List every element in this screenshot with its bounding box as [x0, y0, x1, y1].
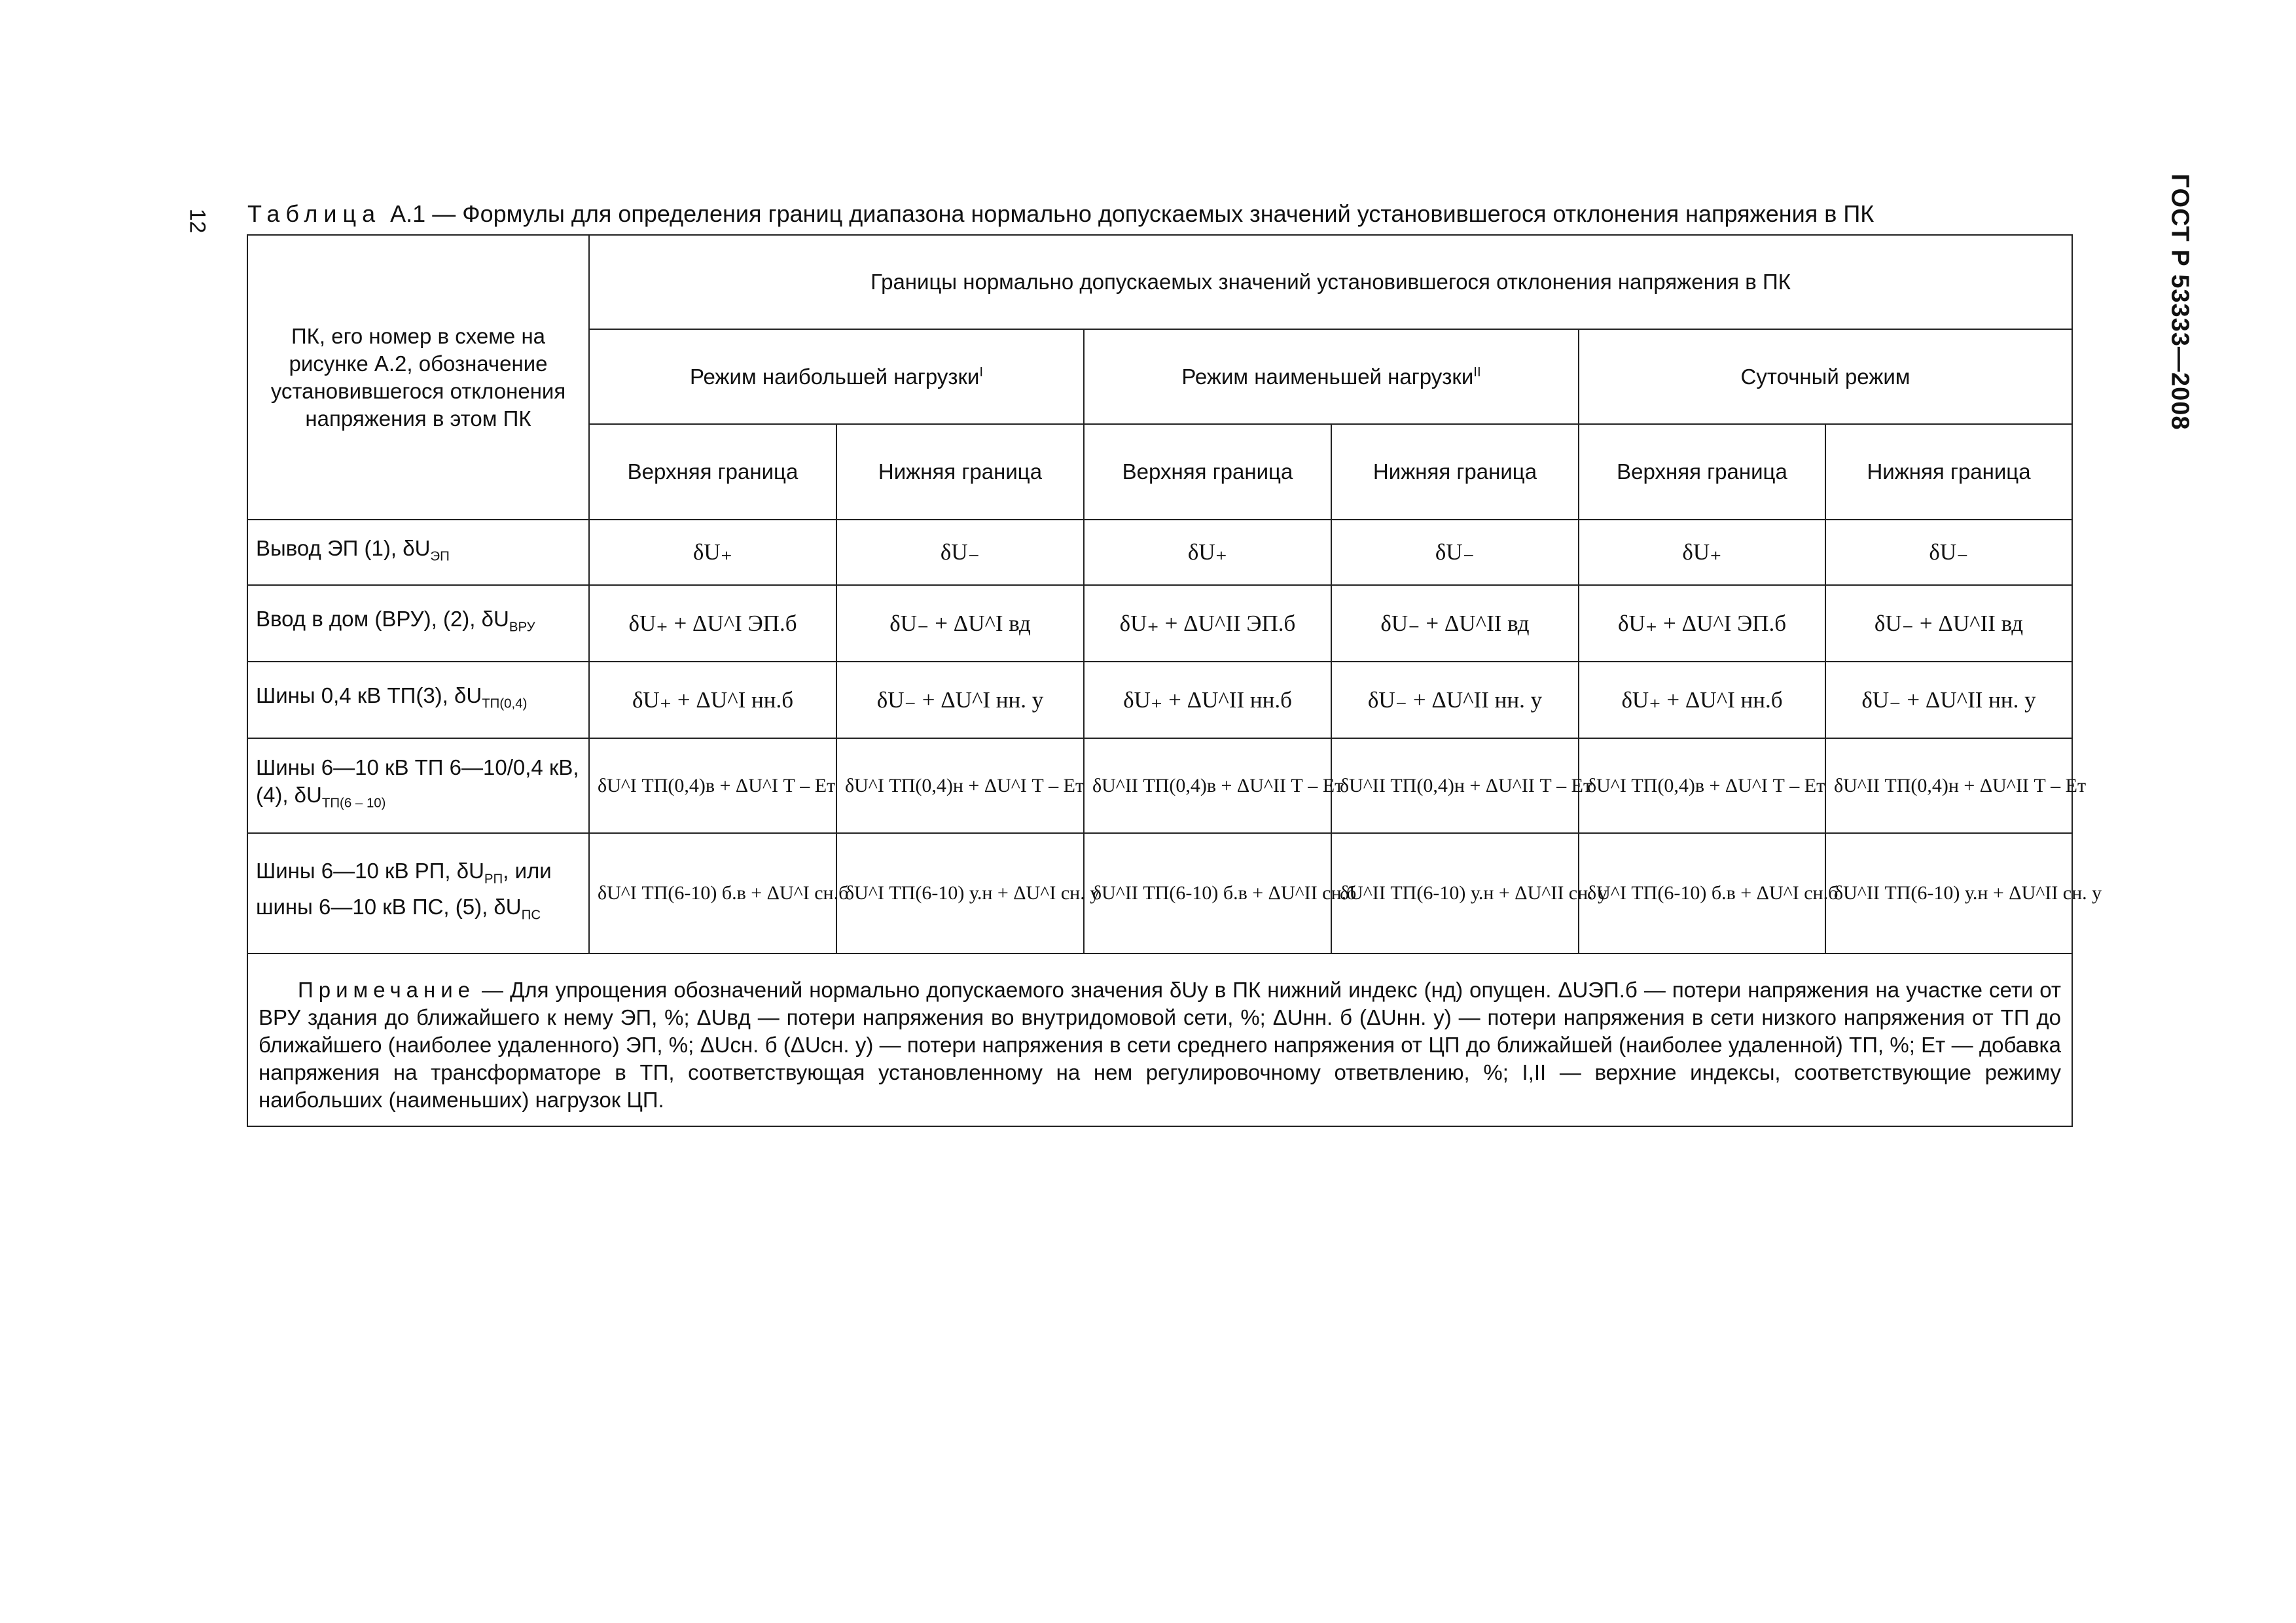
header-lower: Нижняя граница [1331, 424, 1579, 520]
formula-cell: δU₋ + ΔU^II вд [1331, 585, 1579, 662]
formula-cell: δU^II ТП(0,4)н + ΔU^II Т – Eт [1825, 738, 2072, 833]
row-label: Шины 6—10 кВ РП, $\delta U_{РП}$, или шины 6—10 кВ ПС, (5), $\delta U_{ПС}$ [247, 833, 589, 954]
header-mode-min: Режим наименьшей нагрузки$^{II}$ [1084, 329, 1579, 424]
formula-cell: δU₊ + ΔU^I нн.б [1579, 662, 1825, 738]
formula-cell: δU^II ТП(6-10) у.н + ΔU^II сн. у [1331, 833, 1579, 954]
header-row-label: ПК, его номер в схеме на рисунке А.2, обозначение установившегося отклонения напряжения в этом ПК [247, 235, 589, 520]
header-upper: Верхняя граница [1084, 424, 1331, 520]
formula-cell: δU₋ + ΔU^II нн. у [1825, 662, 2072, 738]
formula-cell: δU^II ТП(0,4)н + ΔU^II Т – Eт [1331, 738, 1579, 833]
formula-cell: δU^II ТП(6-10) б.в + ΔU^II сн.б [1084, 833, 1331, 954]
formula-cell: δU^I ТП(6-10) б.в + ΔU^I сн.б [589, 833, 836, 954]
formula-cell: δU^II ТП(6-10) у.н + ΔU^II сн. у [1825, 833, 2072, 954]
formula-cell: δU₋ + ΔU^I нн. у [836, 662, 1084, 738]
table-title-word: Таблица [247, 200, 382, 227]
table-title-text: А.1 — Формулы для определения границ диапазона нормально допускаемых значений установившегося отклонения напряжения в ПК [390, 200, 1874, 227]
formula-cell: δU₋ [1331, 520, 1579, 585]
formula-cell: δU₊ [1084, 520, 1331, 585]
formula-cell: δU₊ + ΔU^II ЭП.б [1084, 585, 1331, 662]
formula-cell: δU₊ + ΔU^II нн.б [1084, 662, 1331, 738]
formula-cell: δU₋ + ΔU^II вд [1825, 585, 2072, 662]
formula-cell: δU^I ТП(6-10) у.н + ΔU^I сн. у [836, 833, 1084, 954]
formula-cell: δU^I ТП(0,4)в + ΔU^I Т – Eт [1579, 738, 1825, 833]
formula-cell: δU₋ [1825, 520, 2072, 585]
formula-cell: δU₊ [1579, 520, 1825, 585]
formula-cell: δU₋ [836, 520, 1084, 585]
formula-cell: δU₋ + ΔU^II нн. у [1331, 662, 1579, 738]
row-label: Вывод ЭП (1), $\delta U_{ЭП}$ [247, 520, 589, 585]
header-lower: Нижняя граница [836, 424, 1084, 520]
row-label: Шины 6—10 кВ ТП 6—10/0,4 кВ, (4), $\delta U_{ТП(6 - 10)}$ [247, 738, 589, 833]
formula-cell: δU₋ + ΔU^I вд [836, 585, 1084, 662]
header-group: Границы нормально допускаемых значений установившегося отклонения напряжения в ПК [589, 235, 2072, 329]
note-heading: Примечание [298, 978, 476, 1002]
page-number: 12 [185, 208, 210, 234]
header-mode-daily: Суточный режим [1579, 329, 2072, 424]
row-label: Шины 0,4 кВ ТП(3), $\delta U_{ТП(0,4)}$ [247, 662, 589, 738]
formula-cell: δU₊ + ΔU^I нн.б [589, 662, 836, 738]
header-lower: Нижняя граница [1825, 424, 2072, 520]
formula-cell: δU^II ТП(0,4)в + ΔU^II Т – Eт [1084, 738, 1331, 833]
document-code: ГОСТ Р 53333—2008 [2166, 173, 2194, 431]
header-upper: Верхняя граница [1579, 424, 1825, 520]
formula-table [247, 234, 2102, 1127]
formula-cell: δU₊ [589, 520, 836, 585]
formula-cell: δU₊ + ΔU^I ЭП.б [1579, 585, 1825, 662]
formula-cell: δU^I ТП(0,4)в + ΔU^I Т – Eт [589, 738, 836, 833]
note-text: — Для упрощения обозначений нормально допускаемого значения δUу в ПК нижний индекс (нд) опущен. ΔUЭП.б — потери напряжения на участке сети от ВРУ здания до ближайшего к нему ЭП, %; ΔUвд — потери напряжения во внутридомовой сети, %; ΔUнн. б (ΔUнн. у) — потери напряжения в сети низкого напряжения от ТП до ближайшего (наиболее удаленного) ЭП, %; ΔUсн. б (ΔUсн. у) — потери напряжения в сети среднего напряжения от ЦП до ближайшей (наиболее удаленной) ТП, %; Eт — добавка напряжения на трансформаторе в ТП, соответствующая установленному на нем регулировочному ответвлению, %; I,II — верхние индексы, соответствующие режиму наибольших (наименьших) нагрузок ЦП. [259, 978, 2062, 1112]
table-note [247, 954, 2072, 1126]
formula-cell: δU₊ + ΔU^I ЭП.б [589, 585, 836, 662]
header-mode-max: Режим наибольшей нагрузки$^I$ [589, 329, 1084, 424]
header-upper: Верхняя граница [589, 424, 836, 520]
formula-cell: δU^I ТП(6-10) б.в + ΔU^I сн.б [1579, 833, 1825, 954]
row-label: Ввод в дом (ВРУ), (2), $\delta U_{ВРУ}$ [247, 585, 589, 662]
table-title [247, 200, 2211, 228]
formula-cell: δU^I ТП(0,4)н + ΔU^I Т – Eт [836, 738, 1084, 833]
